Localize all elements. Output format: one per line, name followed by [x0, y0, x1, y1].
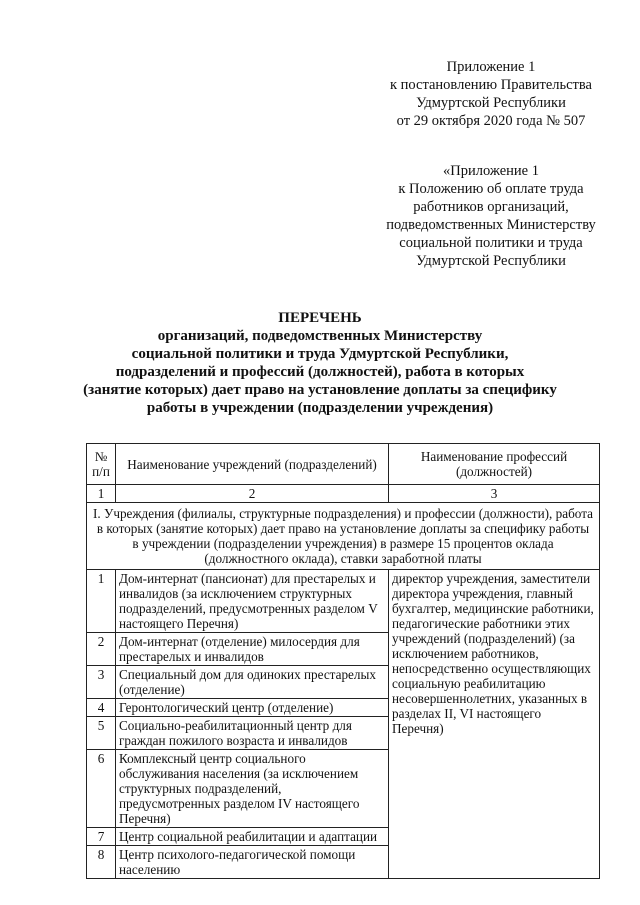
row-institution: Центр социальной реабилитации и адаптации: [116, 828, 389, 846]
appendix-sub-line: Удмуртской Республики: [416, 253, 566, 269]
appendix-block: [382, 58, 600, 130]
title-line: (занятие которых) дает право на установление доплаты за специфику: [83, 382, 557, 398]
title-line: организаций, подведомственных Министерству: [157, 328, 483, 344]
header-profession: Наименование профессий (должностей): [389, 444, 600, 485]
appendix-sub-block: [382, 162, 600, 270]
column-number-row: [87, 485, 600, 503]
institutions-table: [86, 443, 600, 879]
title-line: социальной политики и труда Удмуртской Республики,: [131, 346, 509, 362]
appendix-line: к постановлению Правительства: [390, 77, 592, 93]
document-title: [60, 309, 580, 417]
title-line: работы в учреждении (подразделении учреждения): [146, 400, 494, 416]
row-institution: Геронтологический центр (отделение): [116, 699, 389, 717]
section-title: I. Учреждения (филиалы, структурные подразделения) и профессии (должности), работа в которых (занятие которых) дает право на установление доплаты за специфику работы в учреждении (подразделении учреждения) в размере 15 процентов оклада (должностного оклада), ставки заработной платы: [87, 503, 600, 570]
col-number: 2: [116, 485, 389, 503]
col-number: 3: [389, 485, 600, 503]
row-institution: Специальный дом для одиноких престарелых (отделение): [116, 666, 389, 699]
row-num: 6: [87, 750, 116, 828]
title-line: подразделений и профессий (должностей), работа в которых: [115, 364, 525, 380]
appendix-line: Удмуртской Республики: [416, 95, 566, 111]
row-num: 1: [87, 570, 116, 633]
table-row: [87, 570, 600, 633]
appendix-sub-line: подведомственных Министерству: [386, 217, 596, 233]
row-institution: Комплексный центр социального обслуживания населения (за исключением структурных подразделений, предусмотренных разделом IV настоящего Перечня): [116, 750, 389, 828]
row-num: 5: [87, 717, 116, 750]
title-heading: ПЕРЕЧЕНЬ: [278, 310, 362, 326]
row-num: 7: [87, 828, 116, 846]
row-institution: Социально-реабилитационный центр для граждан пожилого возраста и инвалидов: [116, 717, 389, 750]
row-institution: Центр психолого-педагогической помощи населению: [116, 846, 389, 879]
appendix-sub-line: социальной политики и труда: [399, 235, 583, 251]
col-number: 1: [87, 485, 116, 503]
professions-cell: директор учреждения, заместители директора учреждения, главный бухгалтер, медицинские работники, педагогические работники этих учреждений (подразделений) (за исключением работников, непосредственно осуществляющих социальную реабилитацию несовершеннолетних, указанных в разделах II, VI настоящего Перечня): [389, 570, 600, 879]
section-row: [87, 503, 600, 570]
appendix-sub-line: работников организаций,: [413, 199, 569, 215]
header-num: № п/п: [87, 444, 116, 485]
row-num: 4: [87, 699, 116, 717]
table-header-row: [87, 444, 600, 485]
row-num: 8: [87, 846, 116, 879]
appendix-line: от 29 октября 2020 года № 507: [396, 113, 586, 129]
row-institution: Дом-интернат (отделение) милосердия для престарелых и инвалидов: [116, 633, 389, 666]
header-institution: Наименование учреждений (подразделений): [116, 444, 389, 485]
row-institution: Дом-интернат (пансионат) для престарелых и инвалидов (за исключением структурных подразделений, предусмотренных разделом V настоящего Перечня): [116, 570, 389, 633]
appendix-sub-line: «Приложение 1: [443, 163, 539, 179]
appendix-sub-line: к Положению об оплате труда: [398, 181, 584, 197]
row-num: 3: [87, 666, 116, 699]
appendix-line: Приложение 1: [446, 59, 536, 75]
row-num: 2: [87, 633, 116, 666]
